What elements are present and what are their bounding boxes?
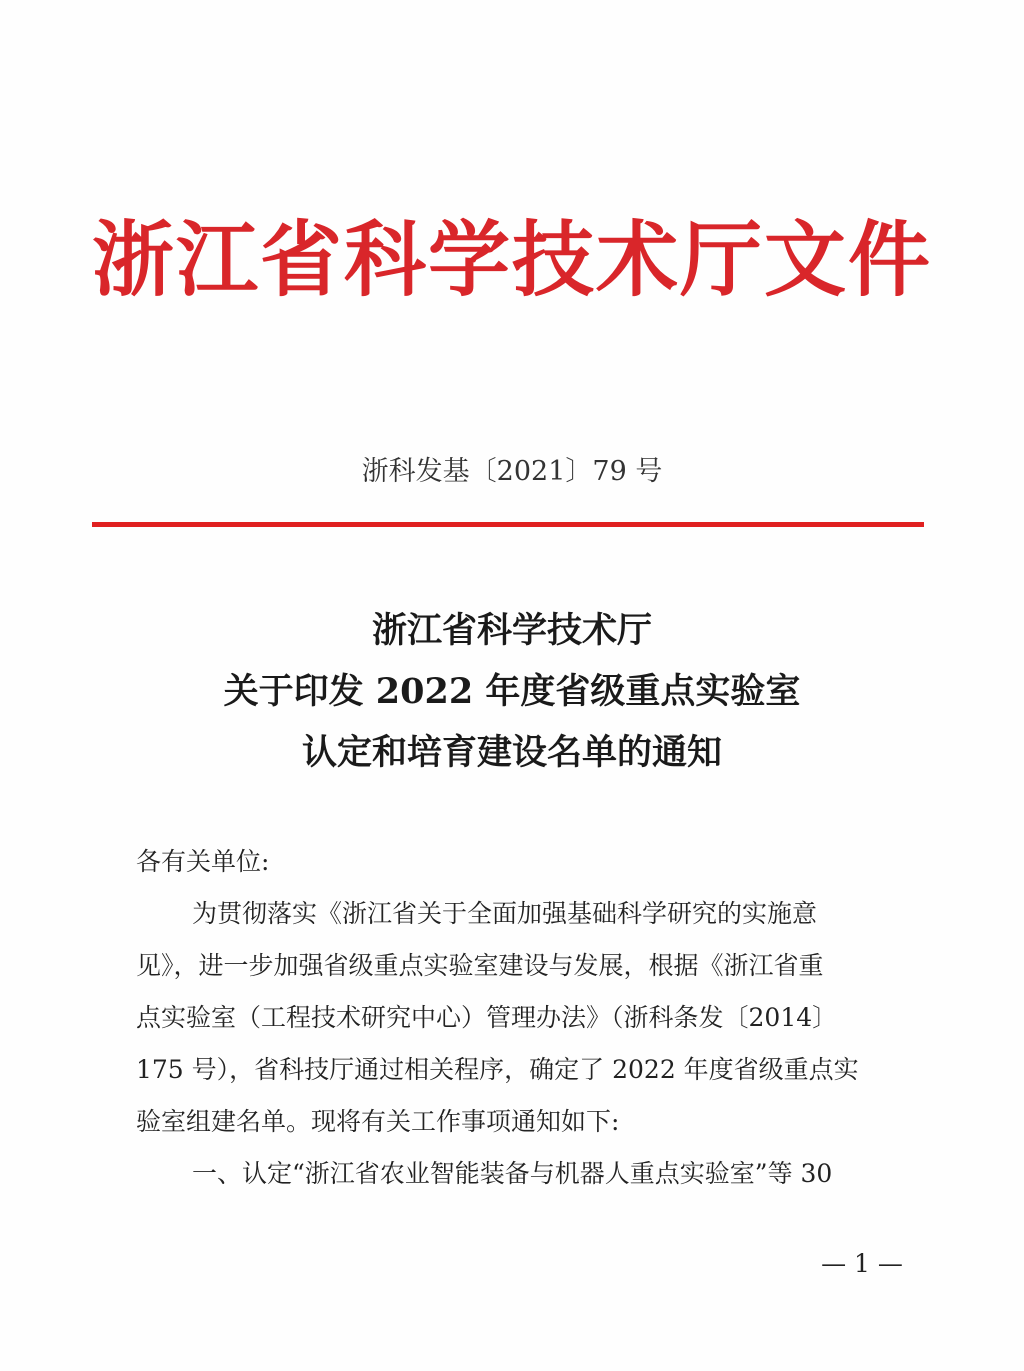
body-line-2: 见》，进一步加强省级重点实验室建设与发展，根据《浙江省重 — [136, 951, 824, 980]
red-divider-rule — [92, 522, 924, 527]
document-body — [136, 836, 906, 1200]
document-masthead: 浙江省科学技术厅文件 — [91, 212, 932, 308]
body-line-3: 点实验室（工程技术研究中心）管理办法》（浙科条发〔2014〕 — [136, 1003, 838, 1032]
title-line-2: 关于印发 2022 年度省级重点实验室 — [223, 671, 801, 712]
body-line-5: 验室组建名单。现将有关工作事项通知如下: — [136, 1107, 620, 1136]
page-number: — 1 — — [821, 1249, 903, 1278]
body-line-1: 为贯彻落实《浙江省关于全面加强基础科学研究的实施意 — [192, 899, 818, 928]
document-number: 浙科发基〔2021〕79 号 — [361, 456, 663, 487]
title-line-1: 浙江省科学技术厅 — [371, 610, 652, 651]
body-line-4: 175 号），省科技厅通过相关程序，确定了 2022 年度省级重点实 — [136, 1055, 859, 1084]
document-title — [0, 600, 1024, 783]
body-line-6: 一、认定“浙江省农业智能装备与机器人重点实验室”等 30 — [192, 1159, 833, 1188]
salutation: 各有关单位: — [136, 847, 270, 876]
title-line-3: 认定和培育建设名单的通知 — [301, 732, 722, 773]
